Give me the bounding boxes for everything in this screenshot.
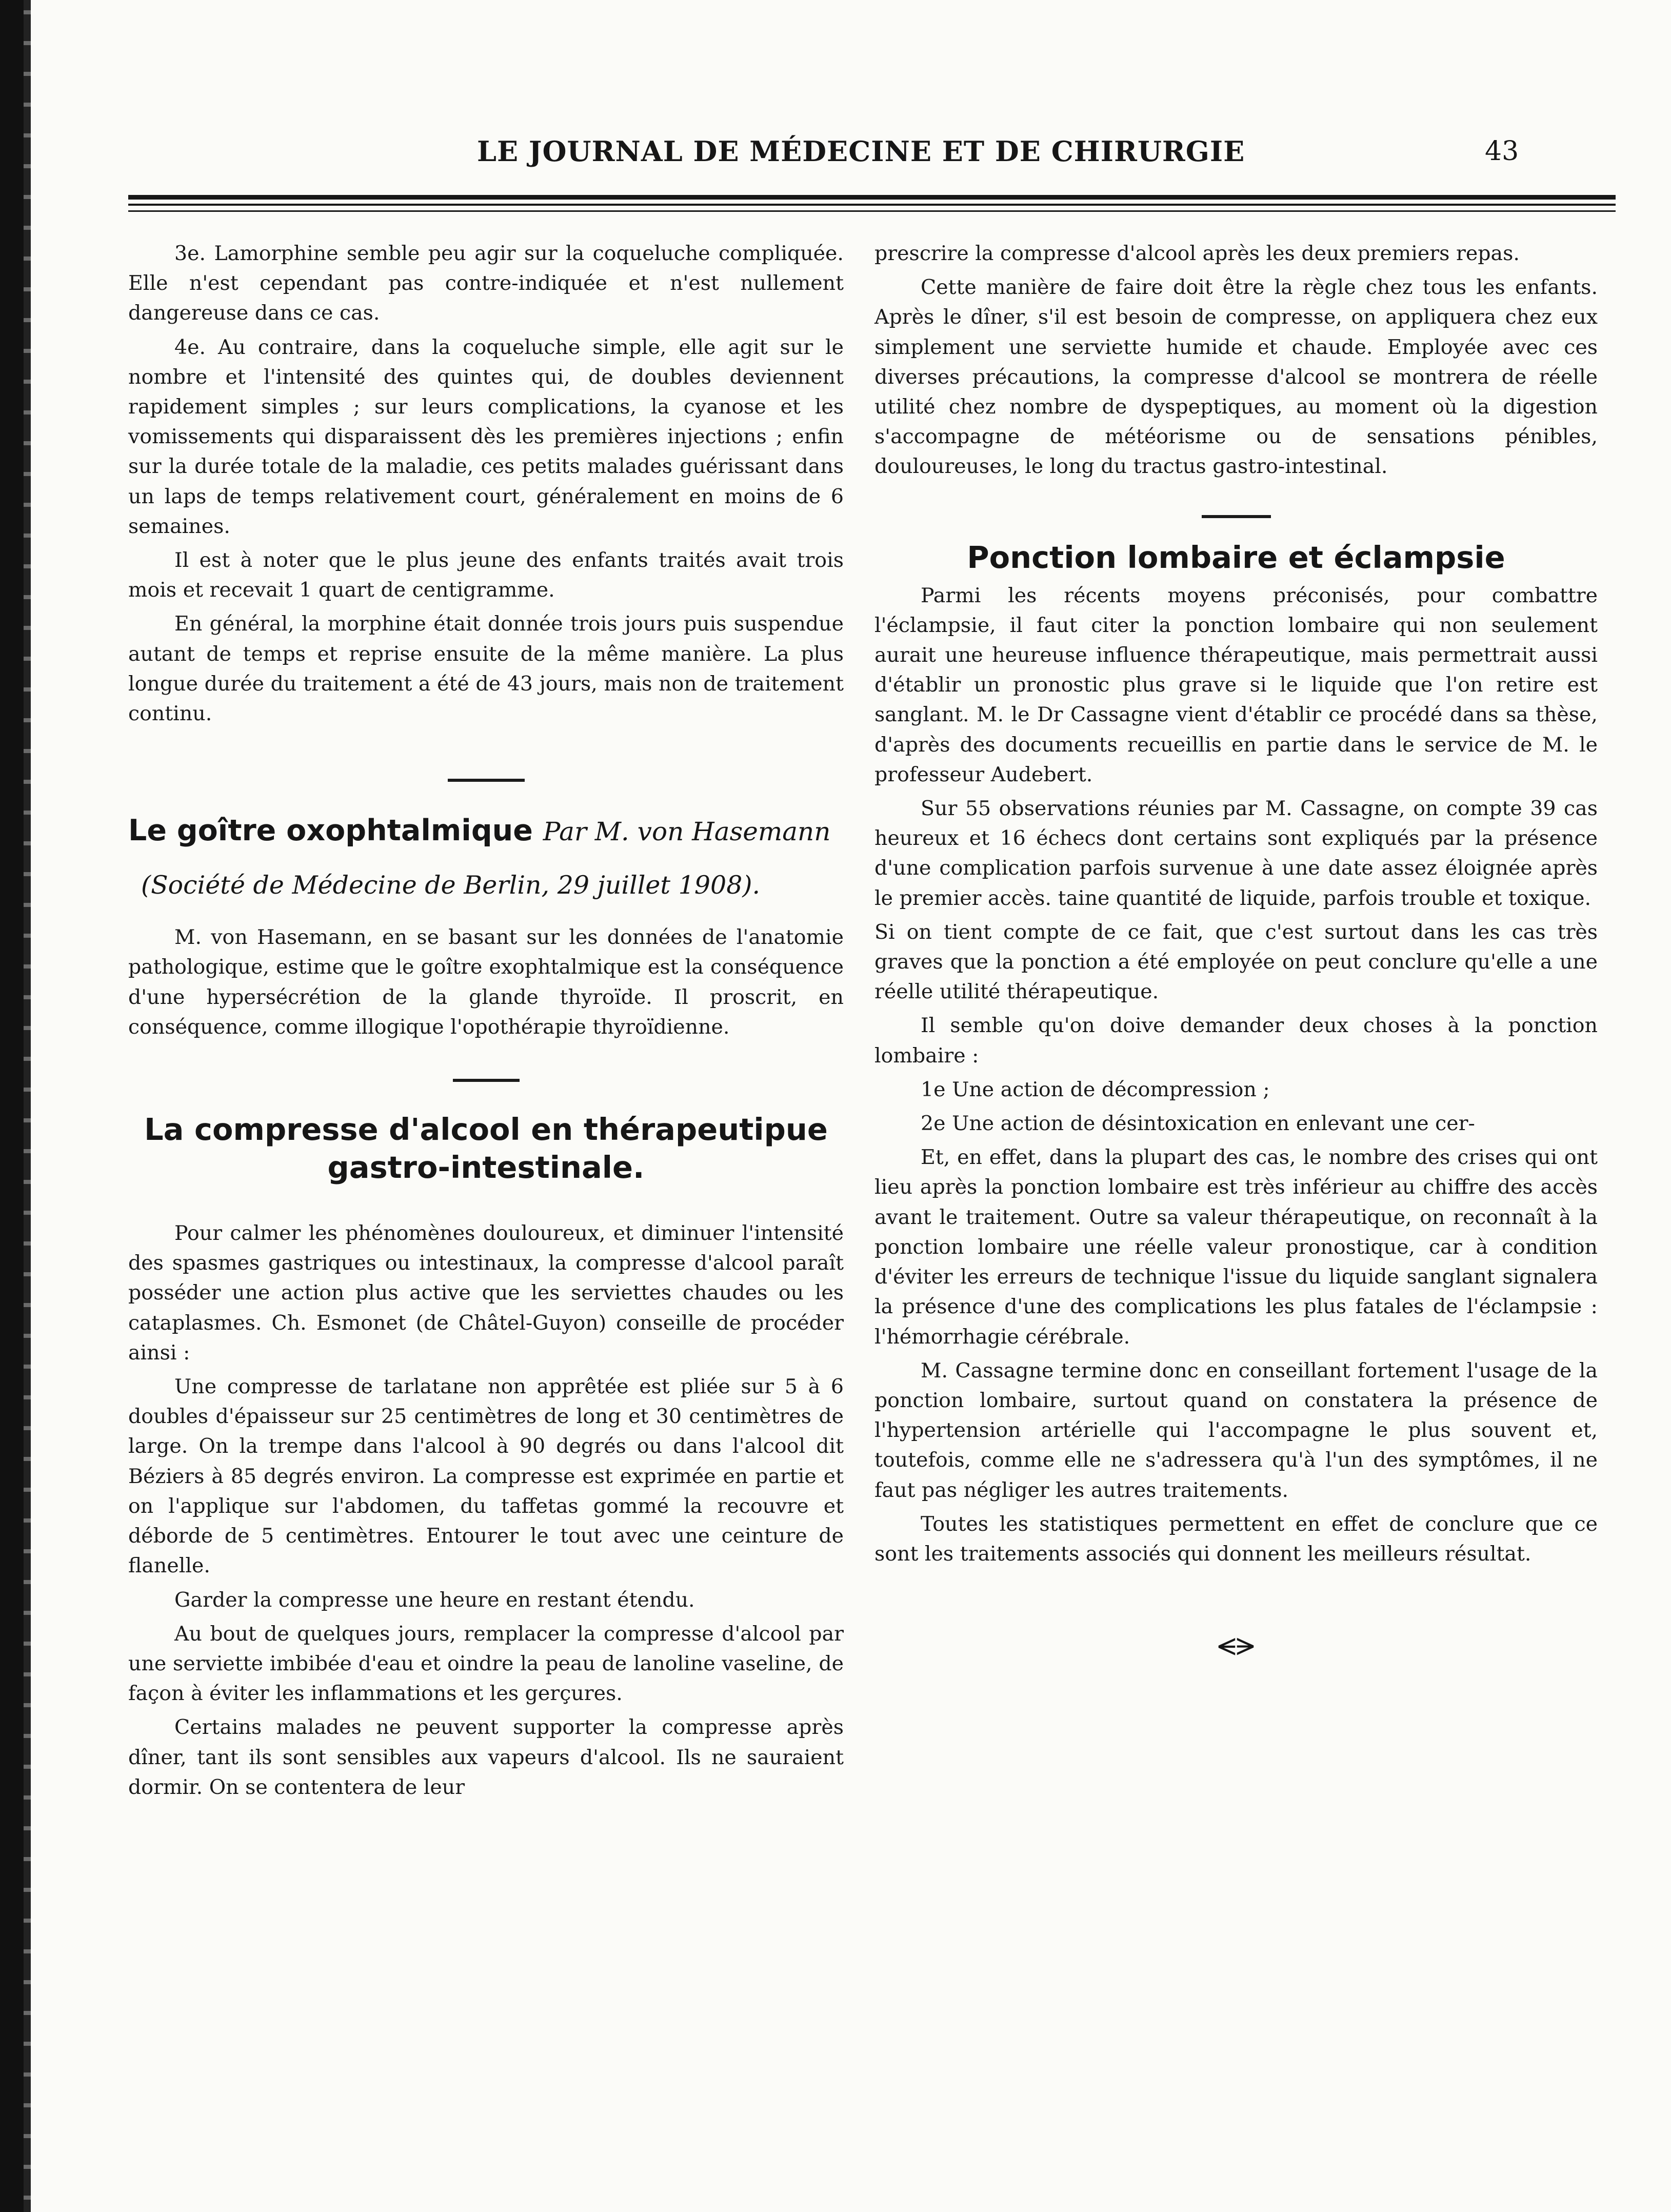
page-number: 43 — [1485, 136, 1519, 167]
paragraph: Et, en effet, dans la plupart des cas, le nombre des crises qui ont lieu après la ponction lombaire est très inférieur au chiffre des accès avant le traitement. Outre sa valeur thérapeutique, on reconnaît à la ponction lombaire une réelle valeur pronostique, car à condition d'éviter les erreurs de technique l'issue du liquide sanglant signalera la présence d'une des complications les plus fatales de l'éclampsie : l'hémorrhagie cérébrale. — [874, 1146, 1598, 1349]
header-rule — [128, 210, 1616, 212]
journal-title: LE JOURNAL DE MÉDECINE ET DE CHIRURGIE — [477, 135, 1245, 168]
paragraph: M. von Hasemann, en se basant sur les données de l'anatomie pathologique, estime que le goître exophtalmique est la conséquence d'une hypersécrétion de la glande thyroïde. Il proscrit, en conséquence, comme illogique l'opothérapie thyroïdienne. — [128, 925, 844, 1039]
section-separator — [453, 1079, 520, 1082]
paragraph: Une compresse de tarlatane non apprêtée est pliée sur 5 à 6 doubles d'épaisseur sur 25 centimètres de long et 30 centimètres de large. On la trempe dans l'alcool à 90 degrés ou dans l'alcool dit Béziers à 85 degrés environ. La compresse est exprimée en partie et on l'applique sur l'abdomen, du taffetas gommé la recouvre et déborde de 5 centimètres. Entourer le tout avec une ceinture de flanelle. — [128, 1375, 844, 1578]
article-title-line: gastro-intestinale. — [327, 1150, 645, 1186]
left-column — [128, 239, 844, 1802]
paragraph: 4e. Au contraire, dans la coqueluche simple, elle agit sur le nombre et l'intensité des quintes qui, de doubles deviennent rapidement simples ; sur leurs complications, la cyanose et les vomissements qui disparaissent dès les premières injections ; enfin sur la durée totale de la maladie, ces petits malades guérissant dans un laps de temps relativement court, généralement en moins de 6 semaines. — [128, 335, 844, 538]
section-separator — [1202, 515, 1271, 518]
paragraph: Il semble qu'on doive demander deux choses à la ponction lombaire : — [874, 1014, 1598, 1068]
paragraph: Au bout de quelques jours, remplacer la compresse d'alcool par une serviette imbibée d'eau et oindre la peau de lanoline vaseline, de façon à éviter les inflammations et les gerçures. — [128, 1622, 844, 1706]
paragraph: En général, la morphine était donnée trois jours puis suspendue autant de temps et reprise ensuite de la même manière. La plus longue durée du traitement a été de 43 jours, mais non de traitement continu. — [128, 612, 844, 726]
paragraph: Sur 55 observations réunies par M. Cassagne, on compte 39 cas heureux et 16 échecs dont certains sont expliqués par la présence d'une complication parfois survenue à une date assez éloignée après le premier accès. taine quantité de liquide, parfois trouble et toxique. — [874, 797, 1598, 910]
article-title: Ponction lombaire et éclampsie — [967, 539, 1505, 575]
paragraph: Parmi les récents moyens préconisés, pour combattre l'éclampsie, il faut citer la ponction lombaire qui non seulement aurait une heureuse influence thérapeutique, mais permettrait aussi d'établir un pronostic plus grave si le liquide que l'on retire est sanglant. M. le Dr Cassagne vient d'établir ce procédé dans sa thèse, d'après des documents recueillis en partie dans le service de M. le professeur Audebert. — [874, 583, 1598, 786]
right-column — [874, 239, 1598, 1663]
paragraph: Certains malades ne peuvent supporter la compresse après dîner, tant ils sont sensibles aux vapeurs d'alcool. Ils ne sauraient dormir. On se contentera de leur — [128, 1715, 844, 1799]
article-byline: Par M. von Hasemann — [543, 817, 831, 847]
paragraph: Si on tient compte de ce fait, que c'est surtout dans les cas très graves que la ponction a été employée on peut conclure qu'elle a une réelle utilité thérapeutique. — [874, 920, 1598, 1004]
paragraph: Pour calmer les phénomènes douloureux, et diminuer l'intensité des spasmes gastriques ou intestinaux, la compresse d'alcool paraît posséder une action plus active que les serviettes chaudes ou les cataplasmes. Ch. Esmonet (de Châtel-Guyon) conseille de procéder ainsi : — [128, 1221, 844, 1365]
paragraph: Garder la compresse une heure en restant étendu. — [174, 1588, 695, 1612]
paragraph: Il est à noter que le plus jeune des enfants traités avait trois mois et recevait 1 quart de centigramme. — [128, 548, 844, 602]
paragraph: prescrire la compresse d'alcool après les deux premiers repas. — [874, 242, 1520, 265]
paragraph: 3e. Lamorphine semble peu agir sur la coqueluche compliquée. Elle n'est cependant pas contre-indiquée et n'est nullement dangereuse dans ce cas. — [128, 242, 844, 325]
paragraph: M. Cassagne termine donc en conseillant fortement l'usage de la ponction lombaire, surtout quand on constatera la présence de l'hypertension artérielle qui l'accompagne le plus souvent et, toutefois, comme elle ne s'adressera qu'à l'un des symptômes, il ne faut pas négliger les autres traitements. — [874, 1358, 1598, 1502]
header-rule — [128, 204, 1616, 206]
paragraph: Toutes les statistiques permettent en effet de conclure que ce sont les traitements associés qui donnent les meilleurs résultat. — [874, 1512, 1598, 1566]
header-rule — [128, 195, 1616, 200]
scan-binding-edge — [0, 0, 24, 2212]
paragraph: Cette manière de faire doit être la règle chez tous les enfants. Après le dîner, s'il est besoin de compresse, on appliquera chez eux simplement une serviette humide et chaude. Employée avec ces diverses précautions, la compresse d'alcool se montrera de réelle utilité chez nombre de dyspeptiques, au moment où la digestion s'accompagne de météorisme ou de sensations pénibles, douloureuses, le long du tractus gastro-intestinal. — [874, 275, 1598, 479]
article-title — [128, 1111, 844, 1187]
article-title — [128, 813, 844, 850]
article-title-text: Le goître oxophtalmique — [128, 814, 533, 848]
section-separator — [448, 779, 525, 782]
paragraph: 2e Une action de désintoxication en enlevant une cer- — [921, 1112, 1475, 1136]
paragraph: 1e Une action de décompression ; — [921, 1077, 1270, 1101]
article-source: (Société de Médecine de Berlin, 29 juillet 1908). — [141, 871, 761, 900]
ornament-icon: ⪪⪫ — [1217, 1625, 1255, 1664]
article-title-line: La compresse d'alcool en thérapeutipue — [144, 1112, 828, 1148]
